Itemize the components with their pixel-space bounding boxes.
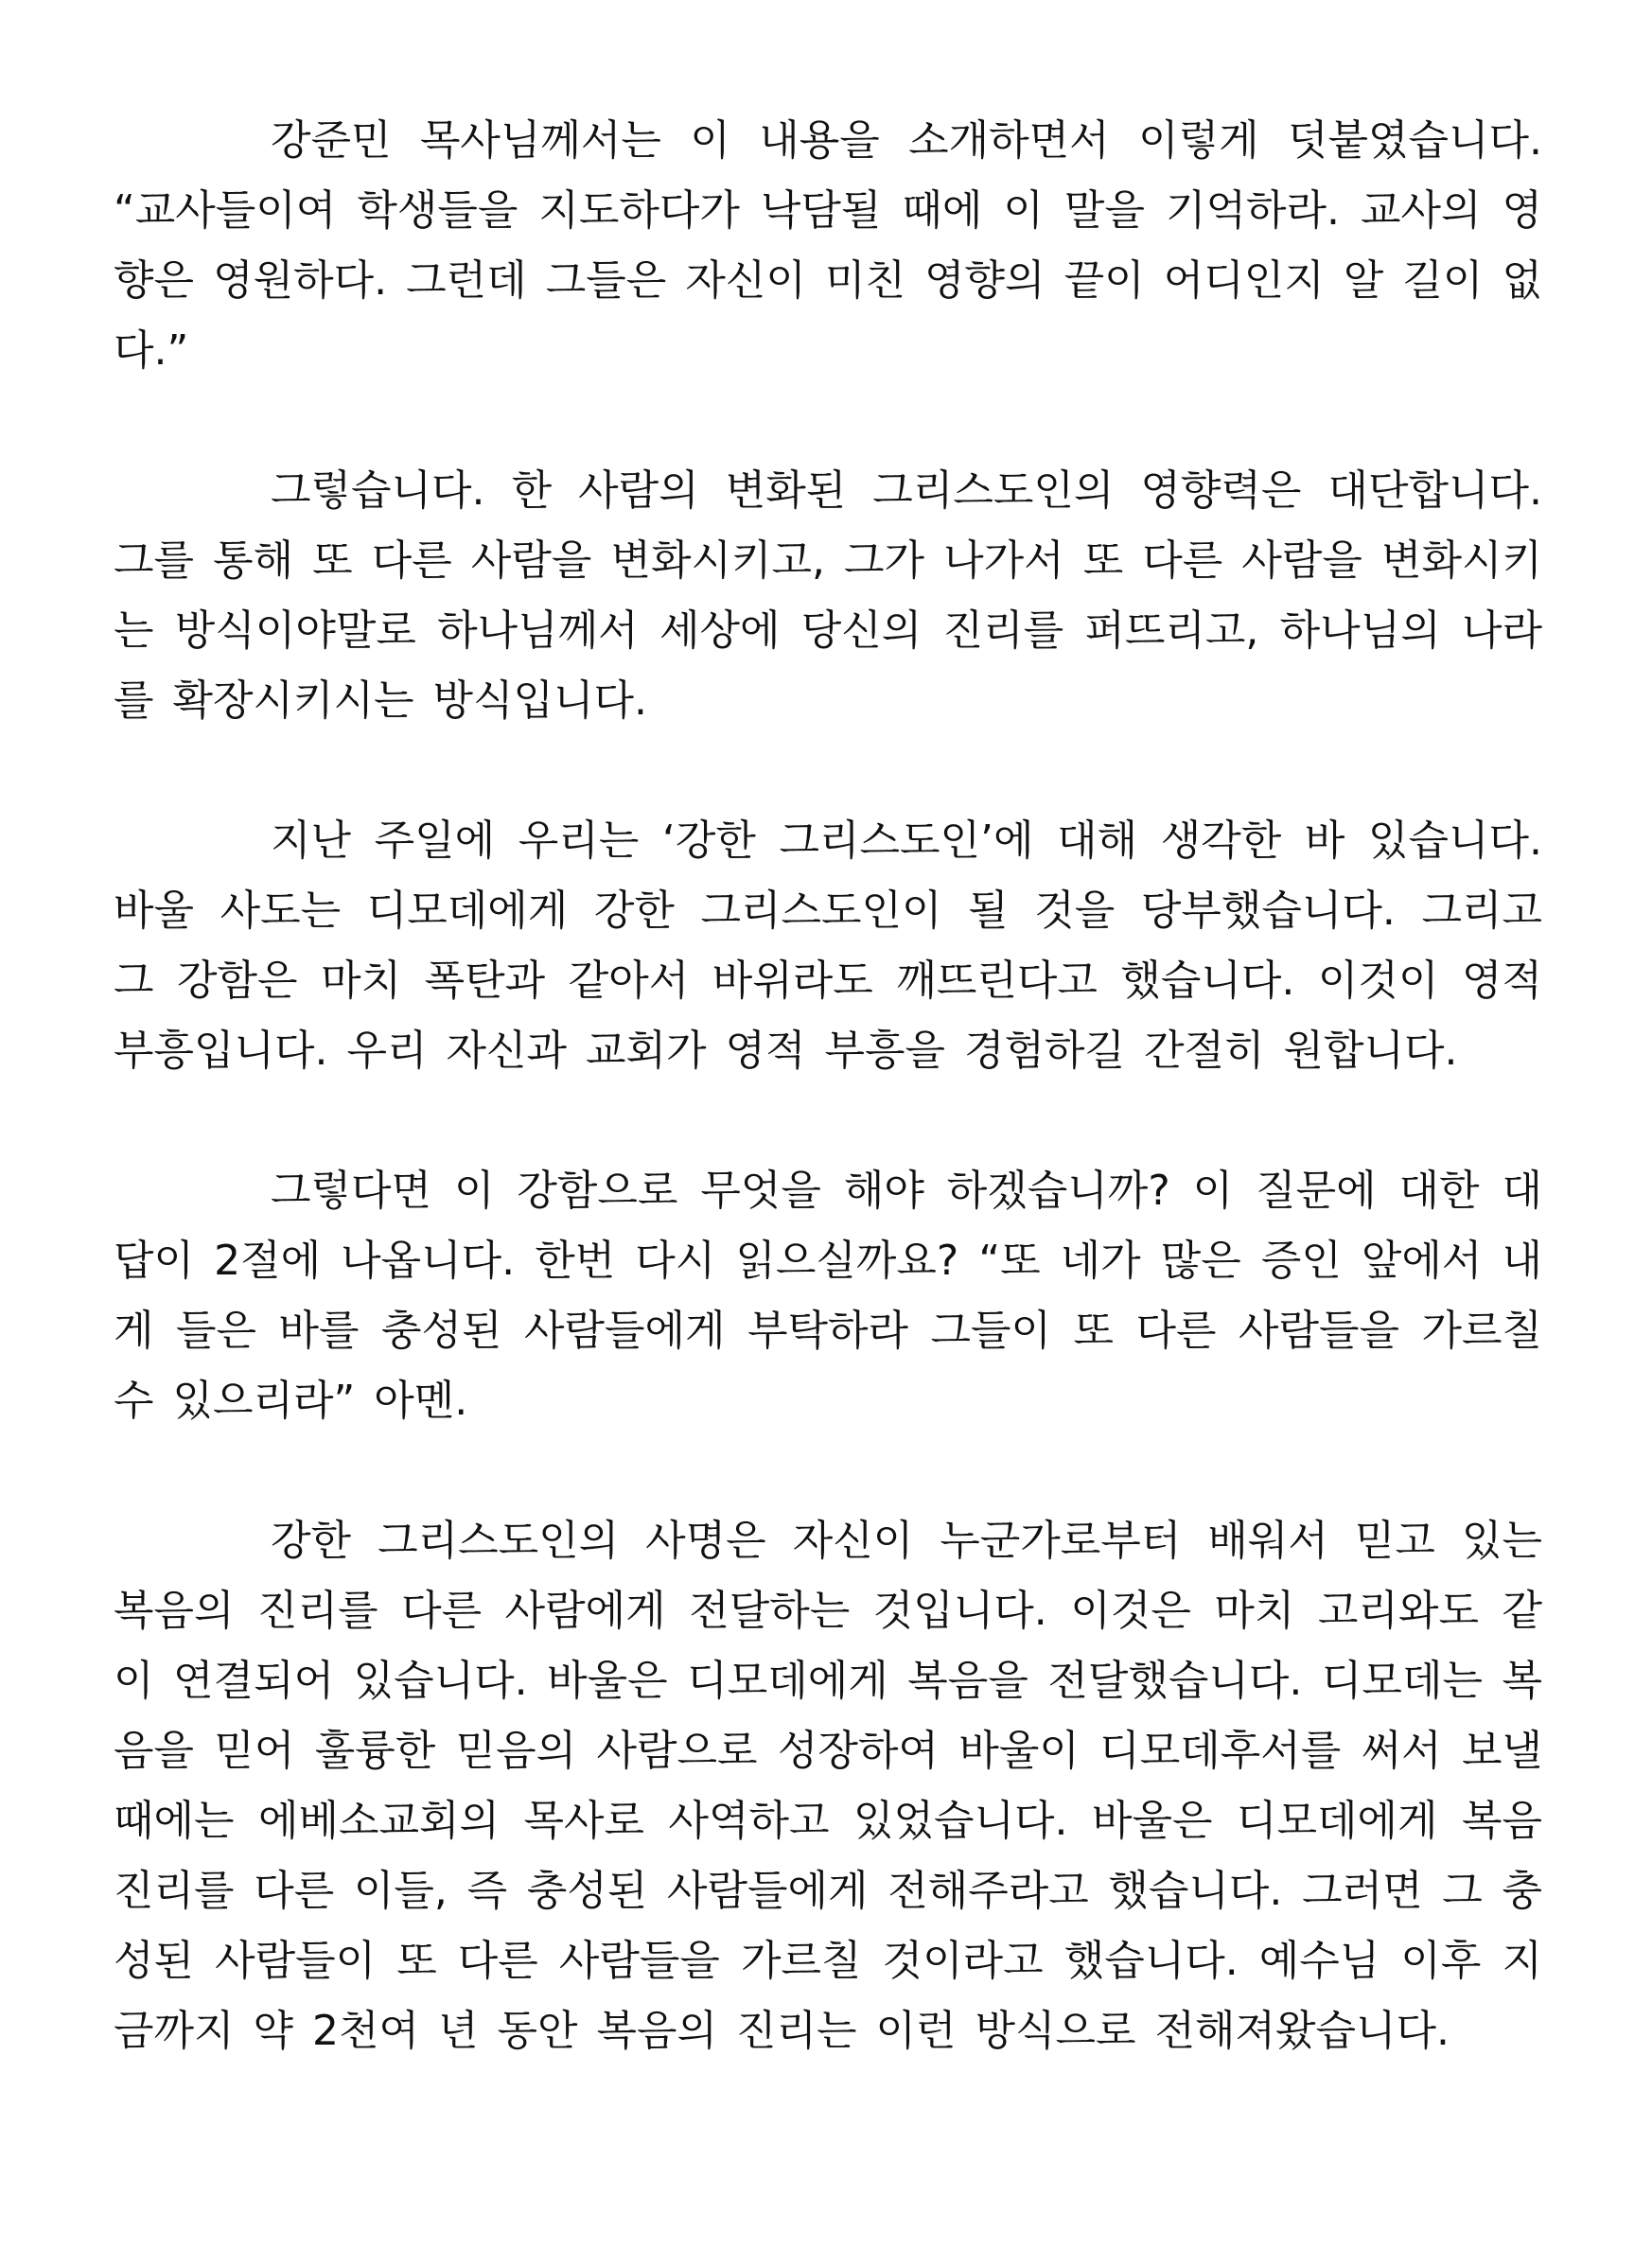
paragraph-5: 강한 그리스도인의 사명은 자신이 누군가로부터 배워서 믿고 있는 복음의 진리를 다른 사람에게 전달하는 것입니다. 이것은 마치 고리와도 같이 연결되어 있습니다. 바울은 디모데에게 복음을 전달했습니다. 디모데는 복음을 믿어 훌륭한 믿음의 사람으로 성장하여 바울이 디모데후서를 써서 보낼 때에는 에베소교회의 목사로 사역하고 있었습니다. 바울은 디모데에게 복음 진리를 다른 이들, 즉 충성된 사람들에게 전해주라고 했습니다. 그러면 그 충성된 사람들이 또 다른 사람들을 가르칠 것이라고 했습니다. 예수님 이후 지금까지 약 2천여 년 동안 복음의 진리는 이런 방식으로 전해져왔습니다. bbox=[114, 1517, 1543, 2055]
document-page bbox=[114, 106, 1542, 2066]
paragraph-4: 그렇다면 이 강함으로 무엇을 해야 하겠습니까? 이 질문에 대한 대답이 2절에 나옵니다. 한번 다시 읽으실까요? “또 네가 많은 증인 앞에서 내게 들은 바를 충성된 사람들에게 부탁하라 그들이 또 다른 사람들을 가르칠 수 있으리라” 아멘. bbox=[114, 1167, 1542, 1425]
paragraph-1: 강준민 목사님께서는 이 내용을 소개하면서 이렇게 덧붙였습니다. “교사들이여 학생들을 지도하다가 낙담될 때에 이 말을 기억하라. 교사의 영향은 영원하다. 그런데 그들은 자신이 미친 영향의 끝이 어디인지 알 길이 없다.” bbox=[114, 116, 1542, 375]
paragraph-3: 지난 주일에 우리는 ‘강한 그리스도인’에 대해 생각한 바 있습니다. 바울 사도는 디모데에게 강한 그리스도인이 될 것을 당부했습니다. 그리고 그 강함은 마치 폭탄과 같아서 바위라도 깨뜨린다고 했습니다. 이것이 영적 부흥입니다. 우리 자신과 교회가 영적 부흥을 경험하길 간절히 원합니다. bbox=[114, 817, 1542, 1075]
paragraph-2: 그렇습니다. 한 사람의 변화된 그리스도인의 영향력은 대단합니다. 그를 통해 또 다른 사람을 변화시키고, 그가 나가서 또 다른 사람을 변화시키는 방식이야말로 하나님께서 세상에 당신의 진리를 퍼뜨리고, 하나님의 나라를 확장시키시는 방식입니다. bbox=[114, 466, 1543, 725]
